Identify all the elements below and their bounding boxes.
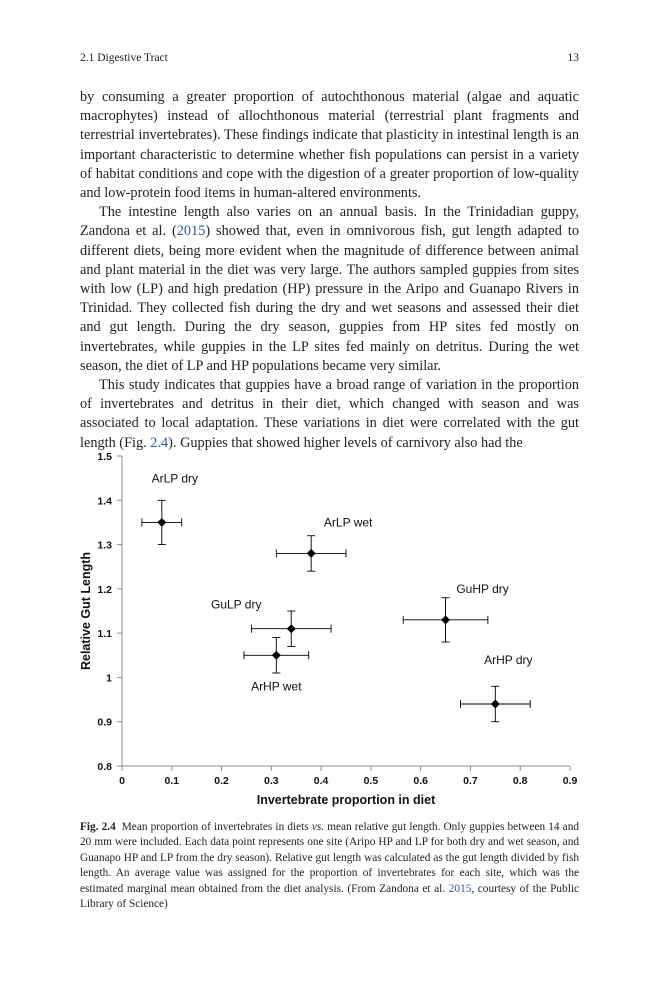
- caption-fragment: , courtesy of the Public Library of Science): [80, 882, 579, 911]
- x-tick-label: 0.1: [164, 775, 180, 787]
- data-point-label: ArHP wet: [251, 679, 302, 694]
- data-point-label: GuLP dry: [211, 597, 262, 612]
- paragraph-text: This study indicates that guppies have a broad range of variation in the proportion of invertebrates and detritus in their diet, which changed with season and was associated to local adaptation. These variations in diet were correlated with the gut length (Fig.: [80, 377, 579, 451]
- reference-link[interactable]: 2015: [176, 223, 206, 240]
- y-tick-label: 0.9: [97, 716, 112, 729]
- reference-link[interactable]: 2.4: [150, 434, 169, 451]
- figure-caption: [80, 820, 579, 912]
- body-text: [80, 88, 579, 453]
- x-tick-label: 0: [119, 775, 125, 787]
- data-point-label: ArLP wet: [323, 515, 373, 530]
- figure-2-4: [70, 446, 590, 816]
- paragraph-text: ). Guppies that showed higher levels of carnivory also had the: [168, 434, 523, 451]
- paragraph-text: The intestine length also varies on an annual basis. In the Trinidadian guppy, Zandona et al. (: [80, 204, 579, 240]
- y-tick-label: 1.5: [97, 451, 112, 463]
- data-point: [157, 518, 166, 527]
- scatter-chart: [70, 446, 590, 816]
- paragraph: [80, 88, 579, 203]
- y-tick-label: 0.8: [97, 761, 112, 773]
- data-point-label: GuHP dry: [456, 581, 509, 596]
- paragraph-text: by consuming a greater proportion of autochthonous material (algae and aquatic macrophytes) instead of allochthonous material (terrestrial plant fragments and terrestrial invertebrates). These findings indicate that plasticity in intestinal length is an important characteristic to determine whether fish populations can persist in a variety of habitat conditions and cope with the digestion of a greater proportion of low-quality and low-protein food items in human-altered environments.: [80, 89, 579, 202]
- y-tick-label: 1: [106, 672, 112, 685]
- y-tick-label: 1.2: [97, 583, 112, 596]
- caption-fragment: vs.: [311, 821, 325, 833]
- x-tick-label: 0.5: [363, 775, 379, 787]
- paragraph: [80, 376, 579, 453]
- x-tick-label: 0.8: [512, 775, 528, 787]
- x-tick-label: 0.4: [313, 775, 329, 787]
- data-point: [287, 624, 296, 633]
- data-point: [307, 549, 316, 558]
- paragraph-text: ) showed that, even in omnivorous fish, gut length adapted to different diets, being more evident when the magnitude of difference between animal and plant material in the diet was very large. The authors sampled guppies from sites with low (LP) and high predation (HP) pressure in the Aripo and Guanapo Rivers in Trinidad. They collected fish during the dry and wet seasons and assessed their diet and gut length. During the dry season, guppies from HP sites fed mostly on invertebrates, while guppies in the LP sites fed mainly on detritus. During the wet season, the diet of LP and HP populations became very similar.: [80, 223, 579, 374]
- data-point: [272, 651, 281, 660]
- caption-fragment: mean relative gut length. Only guppies between 14 and 20 mm were included. Each data point represents one site (Aripo HP and LP for both dry and wet season, and Guanapo HP and LP from the dry season). Relative gut length was calculated as the gut length divided by fish length. An average value was assigned for the proportion of invertebrates for each site, which was the estimated marginal mean obtained from the diet analysis. (From Zandona et al.: [80, 821, 579, 895]
- data-point: [441, 615, 450, 624]
- data-point: [491, 700, 500, 709]
- x-tick-label: 0.2: [214, 775, 229, 787]
- figure-label: Fig. 2.4: [80, 821, 116, 833]
- caption-text: [80, 821, 579, 910]
- x-tick-label: 0.3: [264, 775, 279, 787]
- y-tick-label: 1.3: [97, 539, 112, 552]
- y-tick-label: 1.1: [97, 628, 112, 641]
- x-tick-label: 0.7: [463, 775, 478, 787]
- data-point-label: ArLP dry: [151, 471, 199, 486]
- x-tick-label: 0.6: [413, 775, 428, 787]
- page-number: 13: [567, 52, 579, 64]
- paragraph: [80, 203, 579, 376]
- reference-link[interactable]: 2015: [448, 882, 472, 895]
- data-point-label: ArHP dry: [484, 653, 533, 667]
- section-title: 2.1 Digestive Tract: [80, 52, 168, 64]
- x-axis-title: Invertebrate proportion in diet: [256, 793, 436, 807]
- x-tick-label: 0.9: [562, 775, 578, 787]
- y-axis-title: Relative Gut Length: [79, 551, 93, 671]
- y-tick-label: 1.4: [97, 495, 112, 508]
- caption-fragment: Mean proportion of invertebrates in diets: [121, 821, 312, 833]
